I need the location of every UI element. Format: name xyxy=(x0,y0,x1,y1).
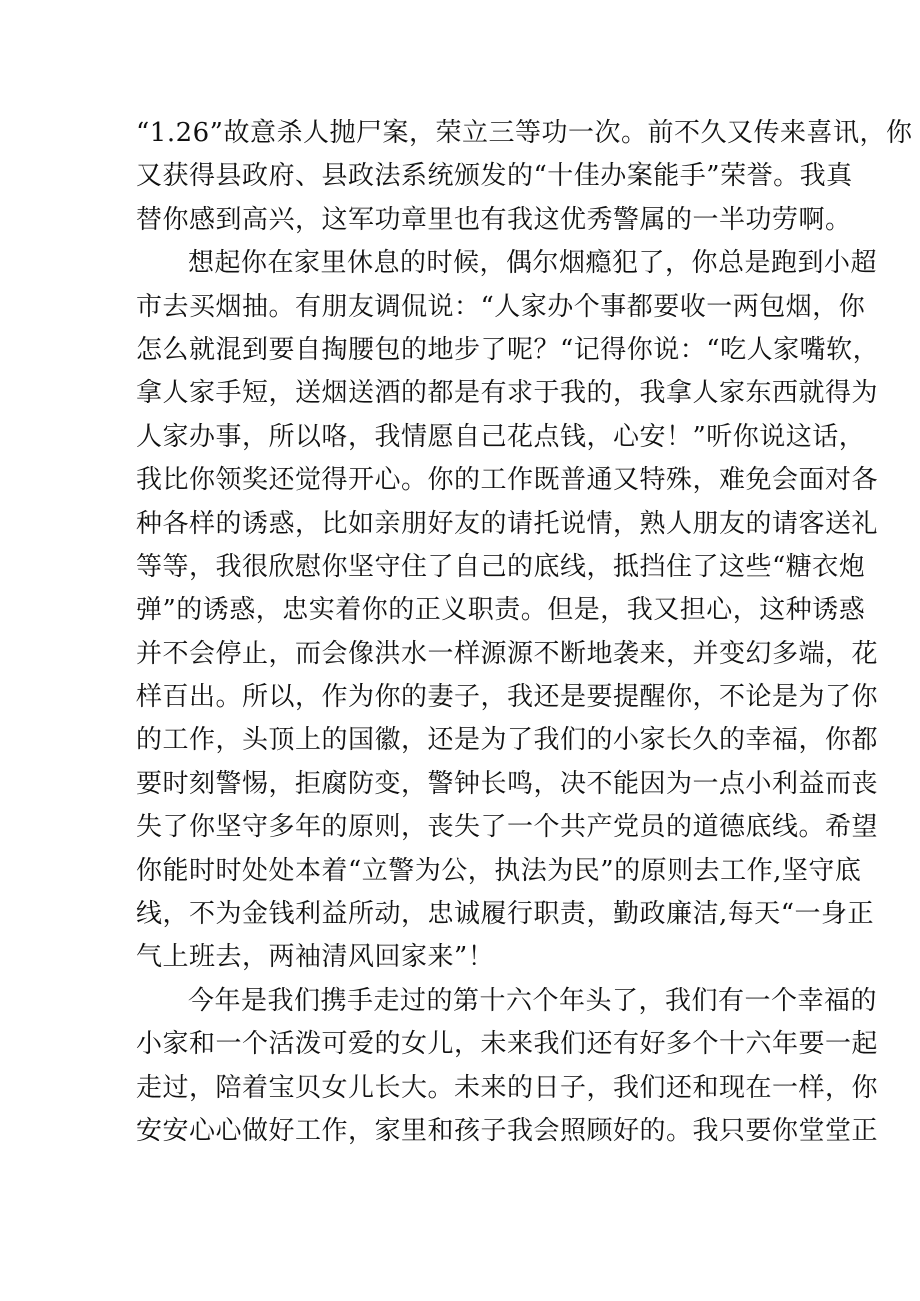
text-line: 拿人家手短，送烟送酒的都是有求于我的，我拿人家东西就得为 xyxy=(136,378,879,409)
text-line: 种各样的诱惑，比如亲朋好友的请托说情，熟人朋友的请客送礼 xyxy=(136,508,879,539)
text-line: 想起你在家里休息的时候，偶尔烟瘾犯了，你总是跑到小超 xyxy=(188,248,878,279)
text-line: “1.26”故意杀人抛尸案，荣立三等功一次。前不久又传来喜讯，你 xyxy=(136,118,913,148)
text-line: 你能时时处处本着“立警为公，执法为民”的原则去工作,坚守底 xyxy=(136,855,862,886)
text-line: 小家和一个活泼可爱的女儿，未来我们还有好多个十六年要一起 xyxy=(136,1029,879,1060)
text-line: 我比你领奖还觉得开心。你的工作既普通又特殊，难免会面对各 xyxy=(136,465,879,496)
text-line: 气上班去，两袖清风回家来”！ xyxy=(136,942,495,973)
text-line: 要时刻警惕，拒腐防变，警钟长鸣，决不能因为一点小利益而丧 xyxy=(136,768,879,799)
text-line: 失了你坚守多年的原则，丧失了一个共产党员的道德底线。希望 xyxy=(136,812,879,843)
text-line: 今年是我们携手走过的第十六个年头了，我们有一个幸福的 xyxy=(188,985,878,1016)
text-line: 安安心心做好工作，家里和孩子我会照顾好的。我只要你堂堂正 xyxy=(136,1115,879,1146)
text-line: 样百出。所以，作为你的妻子，我还是要提醒你，不论是为了你 xyxy=(136,682,879,713)
letter-body xyxy=(136,112,913,1153)
text-line: 人家办事，所以咯，我情愿自己花点钱，心安！”听你说这话， xyxy=(136,421,866,452)
text-line: 线，不为金钱利益所动，忠诚履行职责，勤政廉洁,每天“一身正 xyxy=(136,899,875,930)
text-line: 怎么就混到要自掏腰包的地步了呢？“记得你说：“吃人家嘴软， xyxy=(136,334,880,365)
text-line: 等等，我很欣慰你坚守住了自己的底线，抵挡住了这些“糖衣炮 xyxy=(136,551,866,582)
text-line: 的工作，头顶上的国徽，还是为了我们的小家长久的幸福，你都 xyxy=(136,725,879,756)
text-line: 弹”的诱惑，忠实着你的正义职责。但是，我又担心，这种诱惑 xyxy=(136,595,866,626)
text-line: 并不会停止，而会像洪水一样源源不断地袭来，并变幻多端，花 xyxy=(136,638,879,669)
text-line: 市去买烟抽。有朋友调侃说：“人家办个事都要收一两包烟，你 xyxy=(136,291,866,322)
text-line: 替你感到高兴，这军功章里也有我这优秀警属的一半功劳啊。 xyxy=(136,204,852,235)
text-line: 又获得县政府、县政法系统颁发的“十佳办案能手”荣誉。我真 xyxy=(136,161,853,192)
text-line: 走过，陪着宝贝女儿长大。未来的日子，我们还和现在一样，你 xyxy=(136,1072,879,1103)
